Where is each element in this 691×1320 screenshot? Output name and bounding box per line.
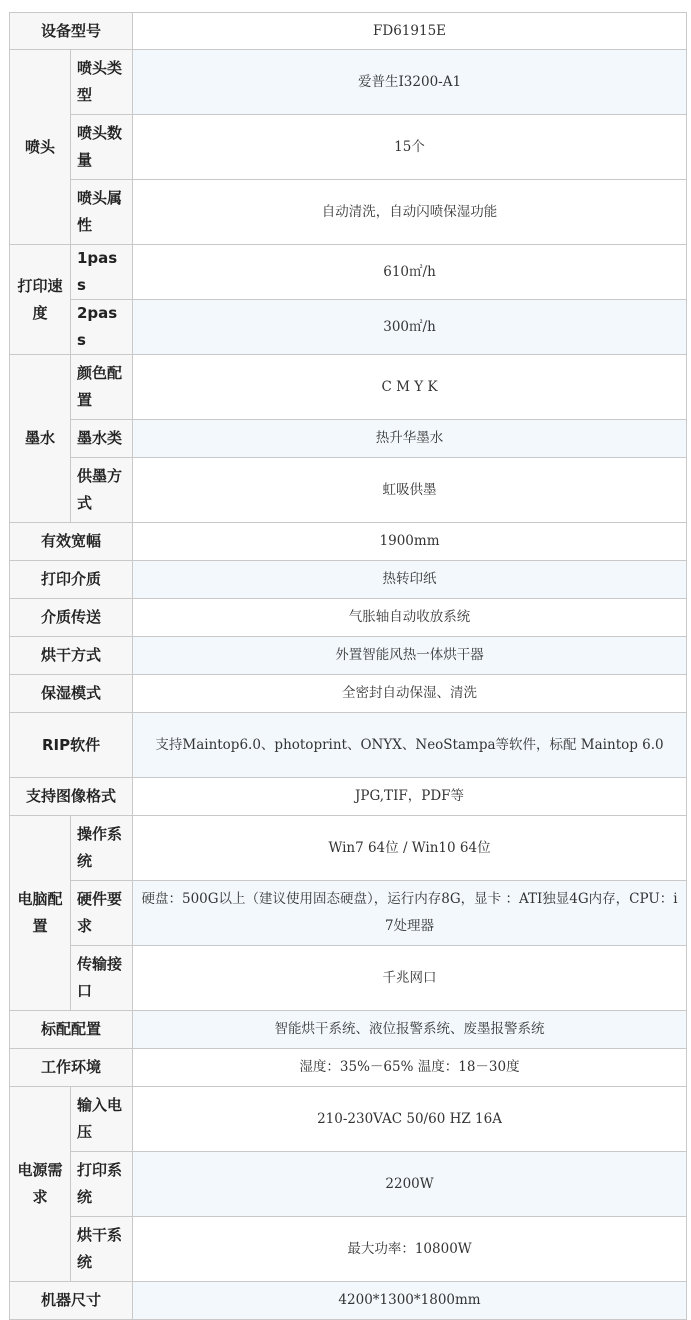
- computer-interface-value: 千兆网口: [133, 946, 687, 1011]
- table-row: [10, 1217, 687, 1282]
- table-row: [10, 778, 687, 816]
- table-row: [10, 599, 687, 637]
- spec-table: [9, 12, 687, 1320]
- power-dryer-value: 最大功率：10800W: [133, 1217, 687, 1282]
- environment-value: 湿度：35%－65% 温度：18－30度: [133, 1049, 687, 1087]
- table-row: [10, 115, 687, 180]
- table-row: [10, 458, 687, 523]
- table-row: [10, 523, 687, 561]
- power-print-value: 2200W: [133, 1152, 687, 1217]
- power-voltage-label: 输入电压: [71, 1087, 133, 1152]
- nozzle-type-value: 爱普生I3200-A1: [133, 50, 687, 115]
- rip-value: 支持Maintop6.0、photoprint、ONYX、NeoStampa等软件，标配 Maintop 6.0: [133, 713, 687, 778]
- computer-label: 电脑配置: [10, 816, 71, 1011]
- environment-label: 工作环境: [10, 1049, 133, 1087]
- table-row: [10, 637, 687, 675]
- table-row: [10, 713, 687, 778]
- power-label: 电源需求: [10, 1087, 71, 1282]
- speed-1pass-label: 1pass: [71, 245, 133, 300]
- table-row: [10, 816, 687, 881]
- nozzle-count-label: 喷头数量: [71, 115, 133, 180]
- speed-2pass-value: 300㎡/h: [133, 300, 687, 355]
- width-label: 有效宽幅: [10, 523, 133, 561]
- nozzle-count-value: 15个: [133, 115, 687, 180]
- table-row: [10, 881, 687, 946]
- computer-hardware-label: 硬件要求: [71, 881, 133, 946]
- table-row: [10, 1087, 687, 1152]
- ink-supply-label: 供墨方式: [71, 458, 133, 523]
- table-row: [10, 300, 687, 355]
- table-row: [10, 1152, 687, 1217]
- power-dryer-label: 烘干系统: [71, 1217, 133, 1282]
- speed-2pass-label: 2pass: [71, 300, 133, 355]
- size-value: 4200*1300*1800mm: [133, 1282, 687, 1320]
- standard-label: 标配配置: [10, 1011, 133, 1049]
- ink-label: 墨水: [10, 355, 71, 523]
- nozzle-type-label: 喷头类型: [71, 50, 133, 115]
- table-row: [10, 946, 687, 1011]
- power-voltage-value: 210-230VAC 50/60 HZ 16A: [133, 1087, 687, 1152]
- computer-os-label: 操作系统: [71, 816, 133, 881]
- computer-os-value: Win7 64位 / Win10 64位: [133, 816, 687, 881]
- ink-color-label: 颜色配置: [71, 355, 133, 420]
- media-value: 热转印纸: [133, 561, 687, 599]
- nozzle-attr-value: 自动清洗，自动闪喷保湿功能: [133, 180, 687, 245]
- computer-hardware-value: 硬盘：500G以上（建议使用固态硬盘），运行内存8G，显卡 ：ATI独显4G内存，CPU：i7处理器: [133, 881, 687, 946]
- ink-supply-value: 虹吸供墨: [133, 458, 687, 523]
- formats-label: 支持图像格式: [10, 778, 133, 816]
- nozzle-label: 喷头: [10, 50, 71, 245]
- table-row: [10, 50, 687, 115]
- moisture-value: 全密封自动保湿、清洗: [133, 675, 687, 713]
- media-label: 打印介质: [10, 561, 133, 599]
- table-row: [10, 675, 687, 713]
- standard-value: 智能烘干系统、液位报警系统、废墨报警系统: [133, 1011, 687, 1049]
- speed-1pass-value: 610㎡/h: [133, 245, 687, 300]
- table-row: [10, 1282, 687, 1320]
- table-row: [10, 561, 687, 599]
- table-row: [10, 1011, 687, 1049]
- table-row: [10, 13, 687, 50]
- power-print-label: 打印系统: [71, 1152, 133, 1217]
- transport-label: 介质传送: [10, 599, 133, 637]
- table-row: [10, 355, 687, 420]
- moisture-label: 保湿模式: [10, 675, 133, 713]
- size-label: 机器尺寸: [10, 1282, 133, 1320]
- drying-label: 烘干方式: [10, 637, 133, 675]
- model-label: 设备型号: [10, 13, 133, 50]
- ink-color-value: C M Y K: [133, 355, 687, 420]
- width-value: 1900mm: [133, 523, 687, 561]
- transport-value: 气胀轴自动收放系统: [133, 599, 687, 637]
- ink-type-label: 墨水类: [71, 420, 133, 458]
- model-value: FD61915E: [133, 13, 687, 50]
- table-row: [10, 1049, 687, 1087]
- drying-value: 外置智能风热一体烘干器: [133, 637, 687, 675]
- table-row: [10, 420, 687, 458]
- formats-value: JPG,TIF，PDF等: [133, 778, 687, 816]
- table-row: [10, 245, 687, 300]
- ink-type-value: 热升华墨水: [133, 420, 687, 458]
- rip-label: RIP软件: [10, 713, 133, 778]
- table-row: [10, 180, 687, 245]
- computer-interface-label: 传输接口: [71, 946, 133, 1011]
- nozzle-attr-label: 喷头属性: [71, 180, 133, 245]
- speed-label: 打印速度: [10, 245, 71, 355]
